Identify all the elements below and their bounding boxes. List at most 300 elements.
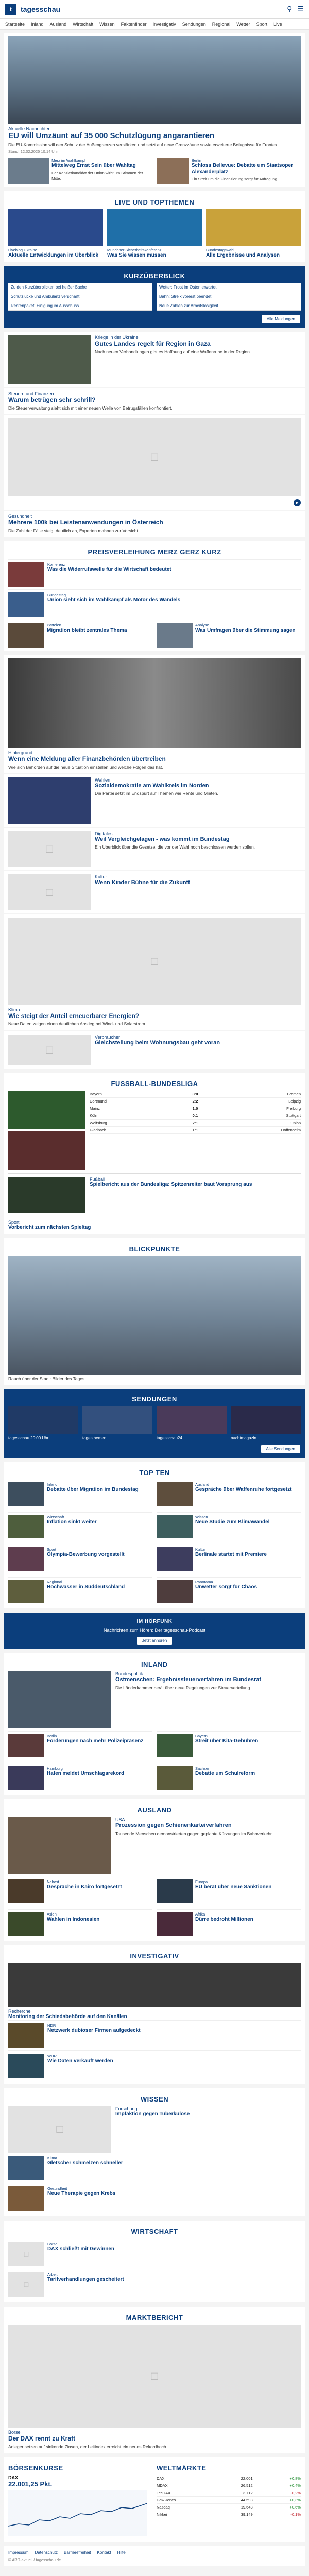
market-name: MDAX bbox=[157, 2483, 168, 2488]
list-headline[interactable]: Debatte um Schulreform bbox=[195, 1771, 255, 1777]
live-text[interactable]: Was Sie wissen müssen bbox=[107, 252, 166, 259]
sendung-item[interactable] bbox=[231, 1406, 301, 1440]
article-text: Tausende Menschen demonstrierten gegen geplante Kürzungen im Bahnverkehr. bbox=[115, 1831, 273, 1836]
score: 2:1 bbox=[192, 1120, 198, 1125]
list-thumb[interactable] bbox=[8, 1766, 44, 1790]
article-teaser[interactable] bbox=[8, 1671, 301, 1728]
footer bbox=[4, 2546, 305, 2566]
image-placeholder-icon[interactable]: □ bbox=[8, 1035, 91, 1065]
list-item[interactable] bbox=[8, 1909, 152, 1938]
market-change: -0,2% bbox=[290, 2490, 301, 2496]
list-kicker: Sachsen bbox=[195, 1766, 211, 1771]
away-team: Bremen bbox=[287, 1091, 301, 1096]
nav-item[interactable]: Startseite bbox=[5, 21, 25, 27]
list-thumb[interactable] bbox=[157, 1734, 193, 1757]
lead-teaser[interactable] bbox=[4, 33, 305, 187]
article-text: Die Steuerverwaltung sieht sich mit einer neuen Welle von Betrugsfällen konfrontiert. bbox=[8, 405, 173, 411]
lead-headline[interactable]: EU will Umzäunt auf 35 000 Schutzlügung angarantieren bbox=[8, 131, 215, 140]
top-icons bbox=[287, 5, 304, 13]
list-headline[interactable]: DAX schließt mit Gewinnen bbox=[47, 2246, 115, 2252]
list-thumb[interactable] bbox=[157, 623, 193, 648]
list-thumb[interactable] bbox=[157, 1482, 193, 1506]
list-item[interactable] bbox=[157, 1731, 301, 1759]
article-image[interactable] bbox=[8, 1963, 301, 2007]
list-item[interactable] bbox=[8, 589, 301, 620]
sendungen-section bbox=[4, 1389, 305, 1458]
feature-image[interactable] bbox=[8, 658, 301, 748]
article-headline[interactable]: Der DAX rennt zu Kraft bbox=[8, 2435, 76, 2443]
article-teaser[interactable] bbox=[4, 828, 305, 870]
bundesliga-image[interactable] bbox=[8, 1131, 85, 1170]
logo-mark[interactable]: t bbox=[5, 4, 16, 15]
article-image[interactable] bbox=[8, 1817, 111, 1874]
promo-banner[interactable] bbox=[4, 1613, 305, 1649]
article-kicker: Kultur bbox=[95, 874, 107, 880]
live-text[interactable]: Aktuelle Entwicklungen im Überblick bbox=[8, 252, 99, 259]
footer-link[interactable]: Kontakt bbox=[97, 2550, 111, 2555]
home-team: Gladbach bbox=[90, 1127, 107, 1132]
list-thumb[interactable] bbox=[8, 1515, 44, 1538]
article-headline[interactable]: Weil Vergleichgelagen - was kommt im Bundestag bbox=[95, 836, 230, 843]
image-placeholder-icon[interactable]: □ bbox=[8, 2325, 301, 2428]
list-headline[interactable]: Union sieht sich im Wahlkampf als Motor des Wandels bbox=[47, 597, 181, 603]
list-item[interactable] bbox=[8, 1731, 152, 1759]
article-headline[interactable]: Wenn Kinder Bühne für die Zukunft bbox=[95, 879, 190, 886]
list-headline[interactable]: Tarifverhandlungen gescheitert bbox=[47, 2277, 124, 2283]
sendung-item[interactable] bbox=[82, 1406, 152, 1440]
sendung-label[interactable]: tagesthemen bbox=[82, 1436, 107, 1441]
article-text: Die Länderkammer berät über neue Regelungen zur Steuerverteilung. bbox=[115, 1685, 251, 1690]
bundesliga-title: FUSSBALL-BUNDESLIGA bbox=[111, 1079, 198, 1088]
article-kicker: Steuern und Finanzen bbox=[8, 391, 54, 397]
live-image[interactable] bbox=[8, 209, 103, 246]
media-teaser[interactable] bbox=[4, 415, 305, 510]
ticker-item[interactable]: Wetter: Frost im Osten erwartet bbox=[157, 283, 301, 292]
list-thumb[interactable] bbox=[8, 1912, 44, 1936]
lead-sub-headline[interactable]: Schloss Bellevue: Debatte um Staatsoper Alexanderplatz bbox=[191, 163, 293, 175]
list-headline[interactable]: Gespräche über Waffenruhe fortgesetzt bbox=[195, 1487, 292, 1493]
list-item[interactable] bbox=[8, 1480, 152, 1508]
market-change: +0,3% bbox=[289, 2498, 301, 2503]
market-name: Nikkei bbox=[157, 2512, 167, 2517]
article-teaser[interactable] bbox=[4, 388, 305, 414]
live-title: LIVE UND TOPTHEMEN bbox=[114, 198, 195, 207]
lead-sub-text: Ein Streit um die Finanzierung sorgt für Aufregung. bbox=[191, 177, 279, 182]
market-change: +0,6% bbox=[289, 2505, 301, 2510]
list-item[interactable] bbox=[8, 1545, 152, 1573]
article-headline[interactable]: Monitoring der Schiedsbehörde auf den Kanälen bbox=[8, 2014, 127, 2020]
market-row[interactable] bbox=[157, 2497, 301, 2504]
list-headline[interactable]: Hochwasser in Süddeutschland bbox=[47, 1584, 125, 1590]
list-kicker: Wissen bbox=[195, 1515, 208, 1520]
lead-sub-headline[interactable]: Mittelweg Ernst Sein über Wahltag bbox=[52, 163, 136, 169]
match-row[interactable] bbox=[90, 1091, 301, 1098]
list-kicker: Hamburg bbox=[47, 1766, 63, 1771]
investigativ-title: INVESTIGATIV bbox=[130, 1952, 179, 1960]
live-label: Liveblog Ukraine bbox=[8, 248, 37, 253]
market-row[interactable] bbox=[157, 2482, 301, 2489]
live-text[interactable]: Alle Ergebnisse und Analysen bbox=[206, 252, 280, 259]
sendung-label[interactable]: nachtmagazin bbox=[231, 1436, 256, 1441]
match-row[interactable] bbox=[90, 1112, 301, 1120]
footer-link[interactable]: Hilfe bbox=[117, 2550, 126, 2555]
list-headline[interactable]: Neue Studie zum Klimawandel bbox=[195, 1519, 270, 1526]
list-headline[interactable]: Streit über Kita-Gebühren bbox=[195, 1738, 259, 1744]
footer-link[interactable]: Barrierefreiheit bbox=[64, 2550, 91, 2555]
article-image[interactable] bbox=[8, 1177, 85, 1213]
nav-item[interactable]: Investigativ bbox=[152, 21, 176, 27]
article-image[interactable] bbox=[8, 1671, 111, 1728]
article-kicker: Verbraucher bbox=[95, 1034, 121, 1040]
list-item[interactable] bbox=[157, 1577, 301, 1605]
nav-item[interactable]: Sport bbox=[256, 21, 268, 27]
list-item[interactable] bbox=[8, 1577, 152, 1605]
list-kicker: Börse bbox=[47, 2242, 58, 2247]
list-item[interactable] bbox=[8, 2153, 301, 2183]
wirtschaft-section bbox=[4, 2221, 305, 2302]
menu-icon[interactable]: ☰ bbox=[297, 5, 304, 13]
lead-kicker: Aktuelle Nachrichten bbox=[8, 126, 51, 131]
blick-section bbox=[4, 1238, 305, 1385]
list-kicker: Regional bbox=[47, 1580, 62, 1585]
list-item[interactable] bbox=[157, 1480, 301, 1508]
list-item[interactable] bbox=[8, 2239, 301, 2269]
kurz-title: KURZÜBERBLICK bbox=[124, 272, 185, 280]
match-row[interactable] bbox=[90, 1105, 301, 1112]
list-headline[interactable]: Olympia-Bewerbung vorgestellt bbox=[47, 1552, 125, 1558]
match-row[interactable] bbox=[90, 1098, 301, 1105]
lead-sub-teaser[interactable] bbox=[8, 158, 152, 184]
list-headline[interactable]: Inflation sinkt weiter bbox=[47, 1519, 97, 1526]
list-thumb[interactable] bbox=[8, 1879, 44, 1903]
list-thumb[interactable] bbox=[8, 2023, 44, 2048]
live-item[interactable] bbox=[206, 209, 301, 259]
article-headline[interactable]: Spielbericht aus der Bundesliga: Spitzenreiter baut Vorsprung aus bbox=[90, 1181, 252, 1188]
list-thumb[interactable] bbox=[8, 623, 44, 648]
play-icon[interactable]: ▶ bbox=[294, 499, 301, 506]
list-item[interactable] bbox=[157, 623, 301, 648]
ausland-section bbox=[4, 1799, 305, 1941]
feature-teaser[interactable] bbox=[4, 655, 305, 773]
blick-caption: Rauch über der Stadt: Bilder des Tages bbox=[8, 1376, 85, 1381]
article-teaser[interactable] bbox=[4, 774, 305, 827]
article-text: Die Zahl der Fälle steigt deutlich an, Experten mahnen zur Vorsicht. bbox=[8, 528, 140, 533]
list-item[interactable] bbox=[8, 2183, 301, 2213]
home-team: Köln bbox=[90, 1113, 98, 1118]
nav-item[interactable]: Wetter bbox=[236, 21, 250, 27]
article-headline[interactable]: Warum betrügen sehr schrill? bbox=[8, 396, 96, 404]
article-text: Die Partei setzt im Endspurt auf Themen wie Rente und Mieten. bbox=[95, 791, 218, 796]
match-row[interactable] bbox=[90, 1127, 301, 1134]
article-headline[interactable]: Wie steigt der Anteil erneuerbarer Energien? bbox=[8, 1012, 140, 1020]
blick-title: BLICKPUNKTE bbox=[129, 1245, 180, 1253]
list-headline[interactable]: Neue Therapie gegen Krebs bbox=[47, 2191, 116, 2197]
list-kicker: Europa bbox=[195, 1879, 208, 1885]
ausland-title: AUSLAND bbox=[137, 1806, 172, 1815]
sendung-item[interactable] bbox=[8, 1406, 78, 1440]
list-headline[interactable]: Migration bleibt zentrales Thema bbox=[47, 628, 127, 634]
weltmaerkte-title: WELTMÄRKTE bbox=[157, 2464, 207, 2472]
lead-text: Die EU-Kommission will den Schutz der Außengrenzen verstärken und setzt auf neue Grenzzäune sowie erweiterte Befugnisse für Frontex. bbox=[8, 142, 279, 147]
blick-image[interactable] bbox=[8, 1256, 301, 1375]
live-image[interactable] bbox=[206, 209, 301, 246]
home-team: Dortmund bbox=[90, 1098, 107, 1104]
list-headline[interactable]: Gespräche in Kairo fortgesetzt bbox=[47, 1884, 122, 1890]
list-headline[interactable]: Unwetter sorgt für Chaos bbox=[195, 1584, 258, 1590]
list-item[interactable] bbox=[157, 1545, 301, 1573]
promo-text: Nachrichten zum Hören: Der tagesschau-Podcast bbox=[103, 1628, 206, 1633]
list-kicker: Asien bbox=[47, 1912, 57, 1917]
live-item[interactable] bbox=[107, 209, 202, 259]
wissen-title: WISSEN bbox=[140, 2095, 169, 2104]
inland-section bbox=[4, 1653, 305, 1795]
article-text: Anleger setzen auf sinkende Zinsen, der Leitindex erreicht ein neues Rekordhoch. bbox=[8, 2444, 168, 2449]
article-kicker: Klima bbox=[8, 1007, 20, 1013]
boerse-title: BÖRSENKURSE bbox=[8, 2464, 63, 2472]
image-placeholder-icon[interactable]: □ bbox=[8, 2242, 44, 2266]
list-thumb[interactable] bbox=[8, 562, 44, 587]
article-kicker: Bundespolitik bbox=[115, 1671, 143, 1677]
inland-title: INLAND bbox=[141, 1660, 168, 1669]
home-team: Mainz bbox=[90, 1106, 100, 1111]
ticker-item[interactable]: Bahn: Streik vorerst beendet bbox=[157, 292, 301, 301]
list-headline[interactable]: Berlinale startet mit Premiere bbox=[195, 1552, 267, 1558]
article-kicker: Kriege in der Ukraine bbox=[95, 335, 139, 341]
sendung-image[interactable] bbox=[157, 1406, 227, 1434]
market-value: 39.149 bbox=[241, 2512, 253, 2517]
article-headline[interactable]: Sozialdemokratie am Wahlkreis im Norden bbox=[95, 783, 209, 789]
nav-item[interactable]: Inland bbox=[31, 21, 44, 27]
list-kicker: Konferenz bbox=[47, 562, 65, 567]
list-kicker: NDR bbox=[47, 2023, 56, 2028]
nav-item[interactable]: Live bbox=[273, 21, 282, 27]
nav-item[interactable]: Wirtschaft bbox=[73, 21, 94, 27]
list-kicker: Klima bbox=[47, 2156, 57, 2161]
list-kicker: Bundestag bbox=[47, 592, 66, 598]
score: 0:1 bbox=[192, 1113, 198, 1118]
feature-text: Wie sich Behörden auf die neue Situation einstellen und welche Folgen das hat. bbox=[8, 764, 163, 770]
image-placeholder-icon[interactable]: □ bbox=[8, 831, 91, 867]
list-thumb[interactable] bbox=[157, 1879, 193, 1903]
list-headline[interactable]: Wahlen in Indonesien bbox=[47, 1917, 100, 1923]
merz-title: PREISVERLEIHUNG MERZ GERZ KURZ bbox=[88, 548, 221, 556]
dax-value: 22.001,25 Pkt. bbox=[8, 2480, 53, 2488]
sendung-image[interactable] bbox=[231, 1406, 301, 1434]
list-thumb[interactable] bbox=[8, 592, 44, 617]
markt-section bbox=[4, 2307, 305, 2453]
topten-section bbox=[4, 1462, 305, 1608]
lead-sub-image[interactable] bbox=[8, 158, 49, 184]
list-thumb[interactable] bbox=[8, 1482, 44, 1506]
article-headline[interactable]: Gutes Landes regelt für Region in Gaza bbox=[95, 340, 211, 348]
search-icon[interactable]: ⚲ bbox=[287, 5, 293, 13]
article-headline[interactable]: Ostmenschen: Ergebnissteuerverfahren im Bundesrat bbox=[115, 1676, 262, 1683]
list-kicker: Gesundheit bbox=[47, 2186, 67, 2191]
article-image[interactable] bbox=[8, 777, 91, 824]
sendungen-all-button[interactable]: Alle Sendungen bbox=[261, 1445, 301, 1453]
list-item[interactable] bbox=[8, 1512, 152, 1540]
list-thumb[interactable] bbox=[157, 1515, 193, 1538]
market-change: -0,1% bbox=[290, 2512, 301, 2517]
promo-button[interactable]: Jetzt anhören bbox=[136, 1636, 173, 1645]
list-thumb[interactable] bbox=[8, 1547, 44, 1571]
list-headline[interactable]: Netzwerk dubioser Firmen aufgedeckt bbox=[47, 2028, 141, 2034]
market-row[interactable] bbox=[157, 2475, 301, 2482]
score: 1:1 bbox=[192, 1127, 198, 1132]
lead-image[interactable] bbox=[8, 36, 301, 124]
market-name: TecDAX bbox=[157, 2490, 171, 2496]
bundesliga-image[interactable] bbox=[8, 1091, 85, 1129]
list-thumb[interactable] bbox=[8, 2054, 44, 2078]
live-label: Bundestagswahl bbox=[206, 248, 235, 253]
lead-date: Stand: 12.02.2025 10:14 Uhr bbox=[8, 149, 58, 155]
list-thumb[interactable] bbox=[8, 1734, 44, 1757]
away-team: Leipzig bbox=[288, 1098, 301, 1104]
footer-link[interactable]: Impressum bbox=[8, 2550, 29, 2555]
list-item[interactable] bbox=[8, 2269, 301, 2299]
list-thumb[interactable] bbox=[157, 1912, 193, 1936]
list-item[interactable] bbox=[157, 1764, 301, 1792]
article-headline[interactable]: Gleichstellung beim Wohnungsbau geht voran bbox=[95, 1039, 220, 1046]
live-image[interactable] bbox=[107, 209, 202, 246]
list-item[interactable] bbox=[8, 1764, 152, 1792]
feature-headline[interactable]: Wenn eine Meldung aller Finanzbehörden übertreiben bbox=[8, 755, 166, 763]
article-teaser[interactable] bbox=[4, 1031, 305, 1069]
list-kicker: Arbeit bbox=[47, 2272, 58, 2277]
list-item[interactable] bbox=[8, 2020, 301, 2050]
live-item[interactable] bbox=[8, 209, 103, 259]
main-nav bbox=[0, 19, 309, 30]
nav-item[interactable]: Ausland bbox=[49, 21, 67, 27]
nav-item[interactable]: Sendungen bbox=[182, 21, 206, 27]
article-kicker: Digitales bbox=[95, 831, 113, 837]
list-kicker: Panorama bbox=[195, 1580, 213, 1585]
media-teaser[interactable] bbox=[4, 914, 305, 1030]
feature-kicker: Hintergrund bbox=[8, 750, 33, 756]
list-thumb[interactable] bbox=[8, 2186, 44, 2211]
market-value: 26.512 bbox=[241, 2483, 253, 2488]
article-kicker: Börse bbox=[8, 2430, 21, 2435]
article-image[interactable] bbox=[8, 335, 91, 384]
sendung-label[interactable]: tagesschau 20:00 Uhr bbox=[8, 1436, 49, 1441]
list-headline[interactable]: Hafen meldet Umschlagsrekord bbox=[47, 1771, 125, 1777]
score: 1:0 bbox=[192, 1106, 198, 1111]
article-kicker: Wahlen bbox=[95, 777, 111, 783]
wirtschaft-title: WIRTSCHAFT bbox=[131, 2228, 178, 2236]
ticker-item[interactable]: Rentenpaket: Einigung im Ausschuss bbox=[8, 301, 152, 311]
ticker-item[interactable]: Neue Zahlen zur Arbeitslosigkeit bbox=[157, 301, 301, 311]
list-thumb[interactable] bbox=[157, 1547, 193, 1571]
list-item[interactable] bbox=[157, 1877, 301, 1905]
article-teaser[interactable] bbox=[4, 871, 305, 913]
logo-text[interactable]: tagesschau bbox=[21, 5, 61, 13]
list-kicker: Parteien bbox=[47, 623, 61, 628]
lead-sub-image[interactable] bbox=[157, 158, 189, 184]
boerse-section bbox=[4, 2457, 305, 2542]
image-placeholder-icon[interactable]: □ bbox=[8, 874, 91, 910]
list-item[interactable] bbox=[157, 1909, 301, 1938]
list-thumb[interactable] bbox=[8, 1580, 44, 1603]
sendung-image[interactable] bbox=[8, 1406, 78, 1434]
article-teaser[interactable] bbox=[8, 1177, 301, 1213]
image-placeholder-icon[interactable]: □ bbox=[8, 2106, 111, 2153]
list-kicker: Sport bbox=[47, 1547, 56, 1552]
list-headline[interactable]: Dürre bedroht Millionen bbox=[195, 1917, 253, 1923]
article-headline[interactable]: Vorbericht zum nächsten Spieltag bbox=[8, 1224, 91, 1230]
market-value: 22.001 bbox=[241, 2476, 253, 2481]
lead-sub-teaser[interactable] bbox=[157, 158, 301, 184]
list-headline[interactable]: Gletscher schmelzen schneller bbox=[47, 2160, 123, 2166]
sendung-label[interactable]: tagesschau24 bbox=[157, 1436, 182, 1441]
list-headline[interactable]: Debatte über Migration im Bundestag bbox=[47, 1487, 139, 1493]
list-item[interactable] bbox=[8, 1877, 152, 1905]
article-kicker: Forschung bbox=[115, 2106, 138, 2112]
list-thumb[interactable] bbox=[157, 1766, 193, 1790]
list-thumb[interactable] bbox=[157, 1580, 193, 1603]
kurz-all-button[interactable]: Alle Meldungen bbox=[261, 315, 301, 324]
article-teaser[interactable] bbox=[8, 1963, 301, 2020]
article-teaser[interactable] bbox=[4, 511, 305, 537]
list-item[interactable] bbox=[157, 1512, 301, 1540]
ticker-item[interactable]: Schutzlücke und Ambulanz verschärft bbox=[8, 292, 152, 301]
image-placeholder-icon[interactable]: □ bbox=[8, 418, 301, 496]
match-row[interactable] bbox=[90, 1120, 301, 1127]
article-headline[interactable]: Impfaktion gegen Tuberkulose bbox=[115, 2111, 190, 2117]
list-headline[interactable]: Was Umfragen über die Stimmung sagen bbox=[195, 628, 296, 634]
article-teaser[interactable] bbox=[8, 1817, 301, 1874]
top-bar bbox=[0, 0, 309, 19]
article-teaser[interactable] bbox=[4, 332, 305, 387]
list-kicker: Analyse bbox=[195, 623, 209, 628]
list-thumb[interactable] bbox=[8, 2156, 44, 2180]
sendung-item[interactable] bbox=[157, 1406, 227, 1440]
list-item[interactable] bbox=[8, 2050, 301, 2081]
markt-title: MARKTBERICHT bbox=[126, 2314, 183, 2322]
article-teaser[interactable] bbox=[8, 2106, 301, 2153]
article-teaser[interactable] bbox=[8, 1219, 301, 1231]
list-item[interactable] bbox=[8, 559, 301, 589]
market-name: Dow Jones bbox=[157, 2498, 176, 2503]
list-item[interactable] bbox=[8, 623, 152, 648]
market-row[interactable] bbox=[157, 2504, 301, 2511]
market-row[interactable] bbox=[157, 2489, 301, 2497]
topten-title: TOP TEN bbox=[139, 1469, 170, 1477]
image-placeholder-icon[interactable]: □ bbox=[8, 2272, 44, 2297]
market-change: +0,8% bbox=[289, 2476, 301, 2481]
image-placeholder-icon[interactable]: □ bbox=[8, 918, 301, 1005]
sendung-image[interactable] bbox=[82, 1406, 152, 1434]
market-row[interactable] bbox=[157, 2511, 301, 2518]
nav-item[interactable]: Wissen bbox=[99, 21, 115, 27]
list-headline[interactable]: Wie Daten verkauft werden bbox=[47, 2058, 113, 2064]
nav-item[interactable]: Faktenfinder bbox=[121, 21, 147, 27]
article-headline[interactable]: Mehrere 100k bei Leistenanwendungen in Österreich bbox=[8, 519, 163, 527]
promo-title: IM HÖRFUNK bbox=[136, 1619, 173, 1625]
list-headline[interactable]: EU berät über neue Sanktionen bbox=[195, 1884, 272, 1890]
nav-item[interactable]: Regional bbox=[212, 21, 231, 27]
list-kicker: Kultur bbox=[195, 1547, 205, 1552]
ticker-item[interactable]: Zu den Kurzüberblicken bei heißer Sache bbox=[8, 283, 152, 292]
list-headline[interactable]: Forderungen nach mehr Polizeipräsenz bbox=[47, 1738, 144, 1744]
list-kicker: Berlin bbox=[47, 1734, 57, 1739]
article-kicker: USA bbox=[115, 1817, 125, 1823]
list-headline[interactable]: Was die Widerrufswelle für die Wirtschaft bedeutet bbox=[47, 567, 171, 573]
article-kicker: Recherche bbox=[8, 2009, 31, 2014]
article-headline[interactable]: Prozession gegen Schienenkarteiverfahren bbox=[115, 1822, 232, 1829]
list-kicker: Nahost bbox=[47, 1879, 59, 1885]
footer-link[interactable]: Datenschutz bbox=[35, 2550, 58, 2555]
market-change: +0,4% bbox=[289, 2483, 301, 2488]
